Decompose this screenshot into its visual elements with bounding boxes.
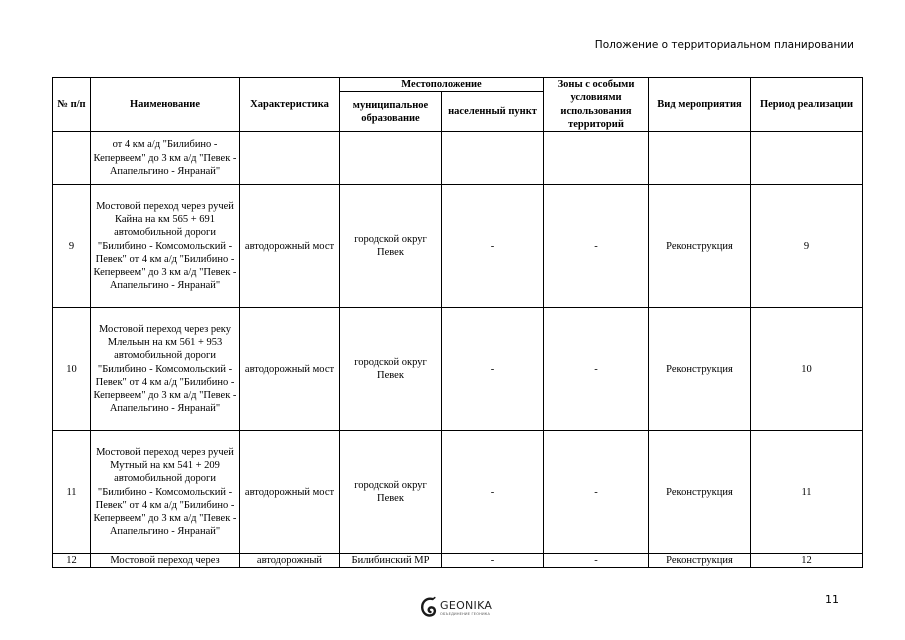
cell-characteristic: автодорожный мост [240, 308, 340, 431]
cell-period: 12 [751, 554, 863, 568]
cell-period [751, 132, 863, 185]
cell-municipality: Билибинский МР [340, 554, 442, 568]
cell-event-type [649, 132, 751, 185]
cell-characteristic: автодорожный [240, 554, 340, 568]
cell-settlement: - [442, 431, 544, 554]
cell-characteristic: автодорожный мост [240, 185, 340, 308]
cell-num: 10 [53, 308, 91, 431]
logo-name: GEONIKA [440, 598, 493, 612]
cell-characteristic: автодорожный мост [240, 431, 340, 554]
header-period: Период реализации [751, 78, 863, 132]
page-number: 11 [825, 593, 839, 606]
cell-period: 10 [751, 308, 863, 431]
cell-name: Мостовой переход через реку Млельын на км 561 + 953 автомобильной дороги "Билибино - Комсомольский - Певек" от 4 км а/д "Билибино - Кепервеем" до 3 км а/д "Певек - Апапельгино - Янранай" [91, 308, 240, 431]
header-zones: Зоны с особыми условиями использования территорий [544, 78, 649, 132]
page-header-title: Положение о территориальном планировании [594, 39, 854, 51]
cell-municipality [340, 132, 442, 185]
cell-settlement: - [442, 308, 544, 431]
cell-settlement: - [442, 185, 544, 308]
table-row [53, 308, 863, 431]
header-settlement: населенный пункт [442, 92, 544, 132]
cell-name: Мостовой переход через ручей Мутный на км 541 + 209 автомобильной дороги "Билибино - Комсомольский - Певек" от 4 км а/д "Билибино - Кепервеем" до 3 км а/д "Певек - Апапельгино - Янранай" [91, 431, 240, 554]
cell-num: 9 [53, 185, 91, 308]
cell-num [53, 132, 91, 185]
cell-event-type: Реконструкция [649, 308, 751, 431]
cell-event-type: Реконструкция [649, 431, 751, 554]
cell-municipality: городской округ Певек [340, 431, 442, 554]
cell-num: 12 [53, 554, 91, 568]
cell-settlement [442, 132, 544, 185]
cell-period: 11 [751, 431, 863, 554]
cell-municipality: городской округ Певек [340, 308, 442, 431]
cell-num: 11 [53, 431, 91, 554]
header-event-type: Вид мероприятия [649, 78, 751, 132]
geonika-logo-icon [420, 596, 437, 618]
header-characteristic: Характеристика [240, 78, 340, 132]
geonika-logo [420, 596, 492, 618]
cell-zones: - [544, 308, 649, 431]
header-location: Местоположение [340, 78, 544, 92]
cell-characteristic [240, 132, 340, 185]
cell-event-type: Реконструкция [649, 554, 751, 568]
table-row [53, 185, 863, 308]
cell-name: Мостовой переход через [91, 554, 240, 568]
cell-event-type: Реконструкция [649, 185, 751, 308]
cell-zones [544, 132, 649, 185]
cell-period: 9 [751, 185, 863, 308]
cell-zones: - [544, 554, 649, 568]
table-row [53, 554, 863, 568]
table-row [53, 132, 863, 185]
cell-name: Мостовой переход через ручей Кайна на км 565 + 691 автомобильной дороги "Билибино - Комсомольский - Певек" от 4 км а/д "Билибино - Кепервеем" до 3 км а/д "Певек - Апапельгино - Янранай" [91, 185, 240, 308]
cell-name: от 4 км а/д "Билибино - Кепервеем" до 3 км а/д "Певек - Апапельгино - Янранай" [91, 132, 240, 185]
header-num: № п/п [53, 78, 91, 132]
cell-municipality: городской округ Певек [340, 185, 442, 308]
cell-zones: - [544, 185, 649, 308]
header-name: Наименование [91, 78, 240, 132]
cell-settlement: - [442, 554, 544, 568]
cell-zones: - [544, 431, 649, 554]
logo-tagline: ОБЪЕДИНЕНИЕ ГЕОНИКА [440, 611, 491, 616]
planning-table [52, 77, 863, 568]
header-municipality: муниципальное образование [340, 92, 442, 132]
table-row [53, 431, 863, 554]
